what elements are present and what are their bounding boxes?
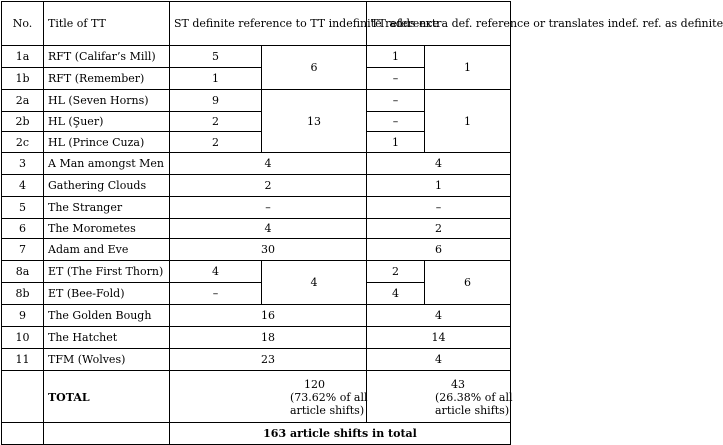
row-title: Adam and Eve — [44, 239, 170, 261]
st-value: 16 — [170, 305, 367, 327]
header-st-definite: ST definite reference to TT indefinite reference — [170, 2, 367, 46]
st-total-value: 120 — [304, 378, 325, 391]
row-no: 2b — [2, 112, 44, 132]
total-row — [2, 371, 511, 423]
st-group-total: 6 — [262, 46, 367, 90]
table-row — [2, 46, 511, 68]
row-title: A Man amongst Men — [44, 153, 170, 175]
st-sub-value: 1 — [170, 68, 262, 90]
row-title: HL (Seven Horns) — [44, 90, 170, 112]
st-group-total: 13 — [262, 90, 367, 153]
table-row — [2, 153, 511, 175]
table-row — [2, 305, 511, 327]
row-no: 8a — [2, 261, 44, 283]
row-no: 2c — [2, 132, 44, 153]
st-total-cell — [170, 371, 367, 423]
row-title: TFM (Wolves) — [44, 349, 170, 371]
tt-sub-value: – — [367, 68, 425, 90]
st-sub-value: 2 — [170, 112, 262, 132]
row-title: HL (Prince Cuza) — [44, 132, 170, 153]
st-sub-value: – — [170, 283, 262, 305]
tt-sub-value: – — [367, 90, 425, 112]
tt-sub-value: 2 — [367, 261, 425, 283]
table-row — [2, 261, 511, 283]
st-group-total: 4 — [262, 261, 367, 305]
row-title: The Golden Bough — [44, 305, 170, 327]
row-no: 10 — [2, 327, 44, 349]
st-value: 18 — [170, 327, 367, 349]
st-total-pct-2: article shifts) — [290, 404, 365, 417]
header-title: Title of TT — [44, 2, 170, 46]
row-no: 5 — [2, 197, 44, 219]
st-sub-value: 5 — [170, 46, 262, 68]
tt-value: 2 — [367, 219, 511, 239]
tt-total-pct: (26.38% of all — [435, 391, 513, 404]
row-no: 9 — [2, 305, 44, 327]
table-row — [2, 175, 511, 197]
row-title: ET (The First Thorn) — [44, 261, 170, 283]
tt-value: 6 — [367, 239, 511, 261]
tt-value: 1 — [367, 175, 511, 197]
row-title: The Morometes — [44, 219, 170, 239]
row-no: 11 — [2, 349, 44, 371]
tt-value: 14 — [367, 327, 511, 349]
tt-group-total: 1 — [425, 46, 511, 90]
header-no: No. — [2, 2, 44, 46]
tt-total-cell — [367, 371, 511, 423]
row-title: ET (Bee-Fold) — [44, 283, 170, 305]
row-no: 6 — [2, 219, 44, 239]
table-row — [2, 239, 511, 261]
header-tt-adds: TT adds extra def. reference or translates indef. ref. as definite — [367, 2, 511, 46]
tt-total-value: 43 — [451, 378, 465, 391]
row-no: 3 — [2, 153, 44, 175]
st-sub-value: 4 — [170, 261, 262, 283]
tt-value: – — [367, 197, 511, 219]
tt-value: 4 — [367, 153, 511, 175]
table-row — [2, 349, 511, 371]
row-title: The Hatchet — [44, 327, 170, 349]
st-value: 4 — [170, 153, 367, 175]
tt-group-total: 6 — [425, 261, 511, 305]
row-no: 8b — [2, 283, 44, 305]
row-no: 1b — [2, 68, 44, 90]
row-title: RFT (Califar’s Mill) — [44, 46, 170, 68]
tt-total-pct-2: article shifts) — [435, 404, 510, 417]
st-value: 4 — [170, 219, 367, 239]
table-row — [2, 219, 511, 239]
tt-sub-value: 4 — [367, 283, 425, 305]
row-title: RFT (Remember) — [44, 68, 170, 90]
st-total-pct: (73.62% of all — [290, 391, 368, 404]
row-no: 7 — [2, 239, 44, 261]
st-value: – — [170, 197, 367, 219]
header-row — [2, 2, 511, 46]
total-label: TOTAL — [44, 371, 170, 423]
row-no: 2a — [2, 90, 44, 112]
tt-group-total: 1 — [425, 90, 511, 153]
tt-sub-value: – — [367, 112, 425, 132]
row-title: Gathering Clouds — [44, 175, 170, 197]
row-no: 4 — [2, 175, 44, 197]
article-shifts-table — [1, 1, 723, 445]
tt-sub-value: 1 — [367, 46, 425, 68]
table-row — [2, 327, 511, 349]
tt-value: 4 — [367, 305, 511, 327]
grand-total-row — [2, 423, 511, 445]
tt-value: 4 — [367, 349, 511, 371]
row-title: HL (Şuer) — [44, 112, 170, 132]
table-row — [2, 90, 511, 112]
st-value: 30 — [170, 239, 367, 261]
grand-total: 163 article shifts in total — [170, 423, 511, 445]
row-no: 1a — [2, 46, 44, 68]
st-sub-value: 2 — [170, 132, 262, 153]
table-row — [2, 197, 511, 219]
st-value: 23 — [170, 349, 367, 371]
tt-sub-value: 1 — [367, 132, 425, 153]
st-sub-value: 9 — [170, 90, 262, 112]
row-title: The Stranger — [44, 197, 170, 219]
st-value: 2 — [170, 175, 367, 197]
